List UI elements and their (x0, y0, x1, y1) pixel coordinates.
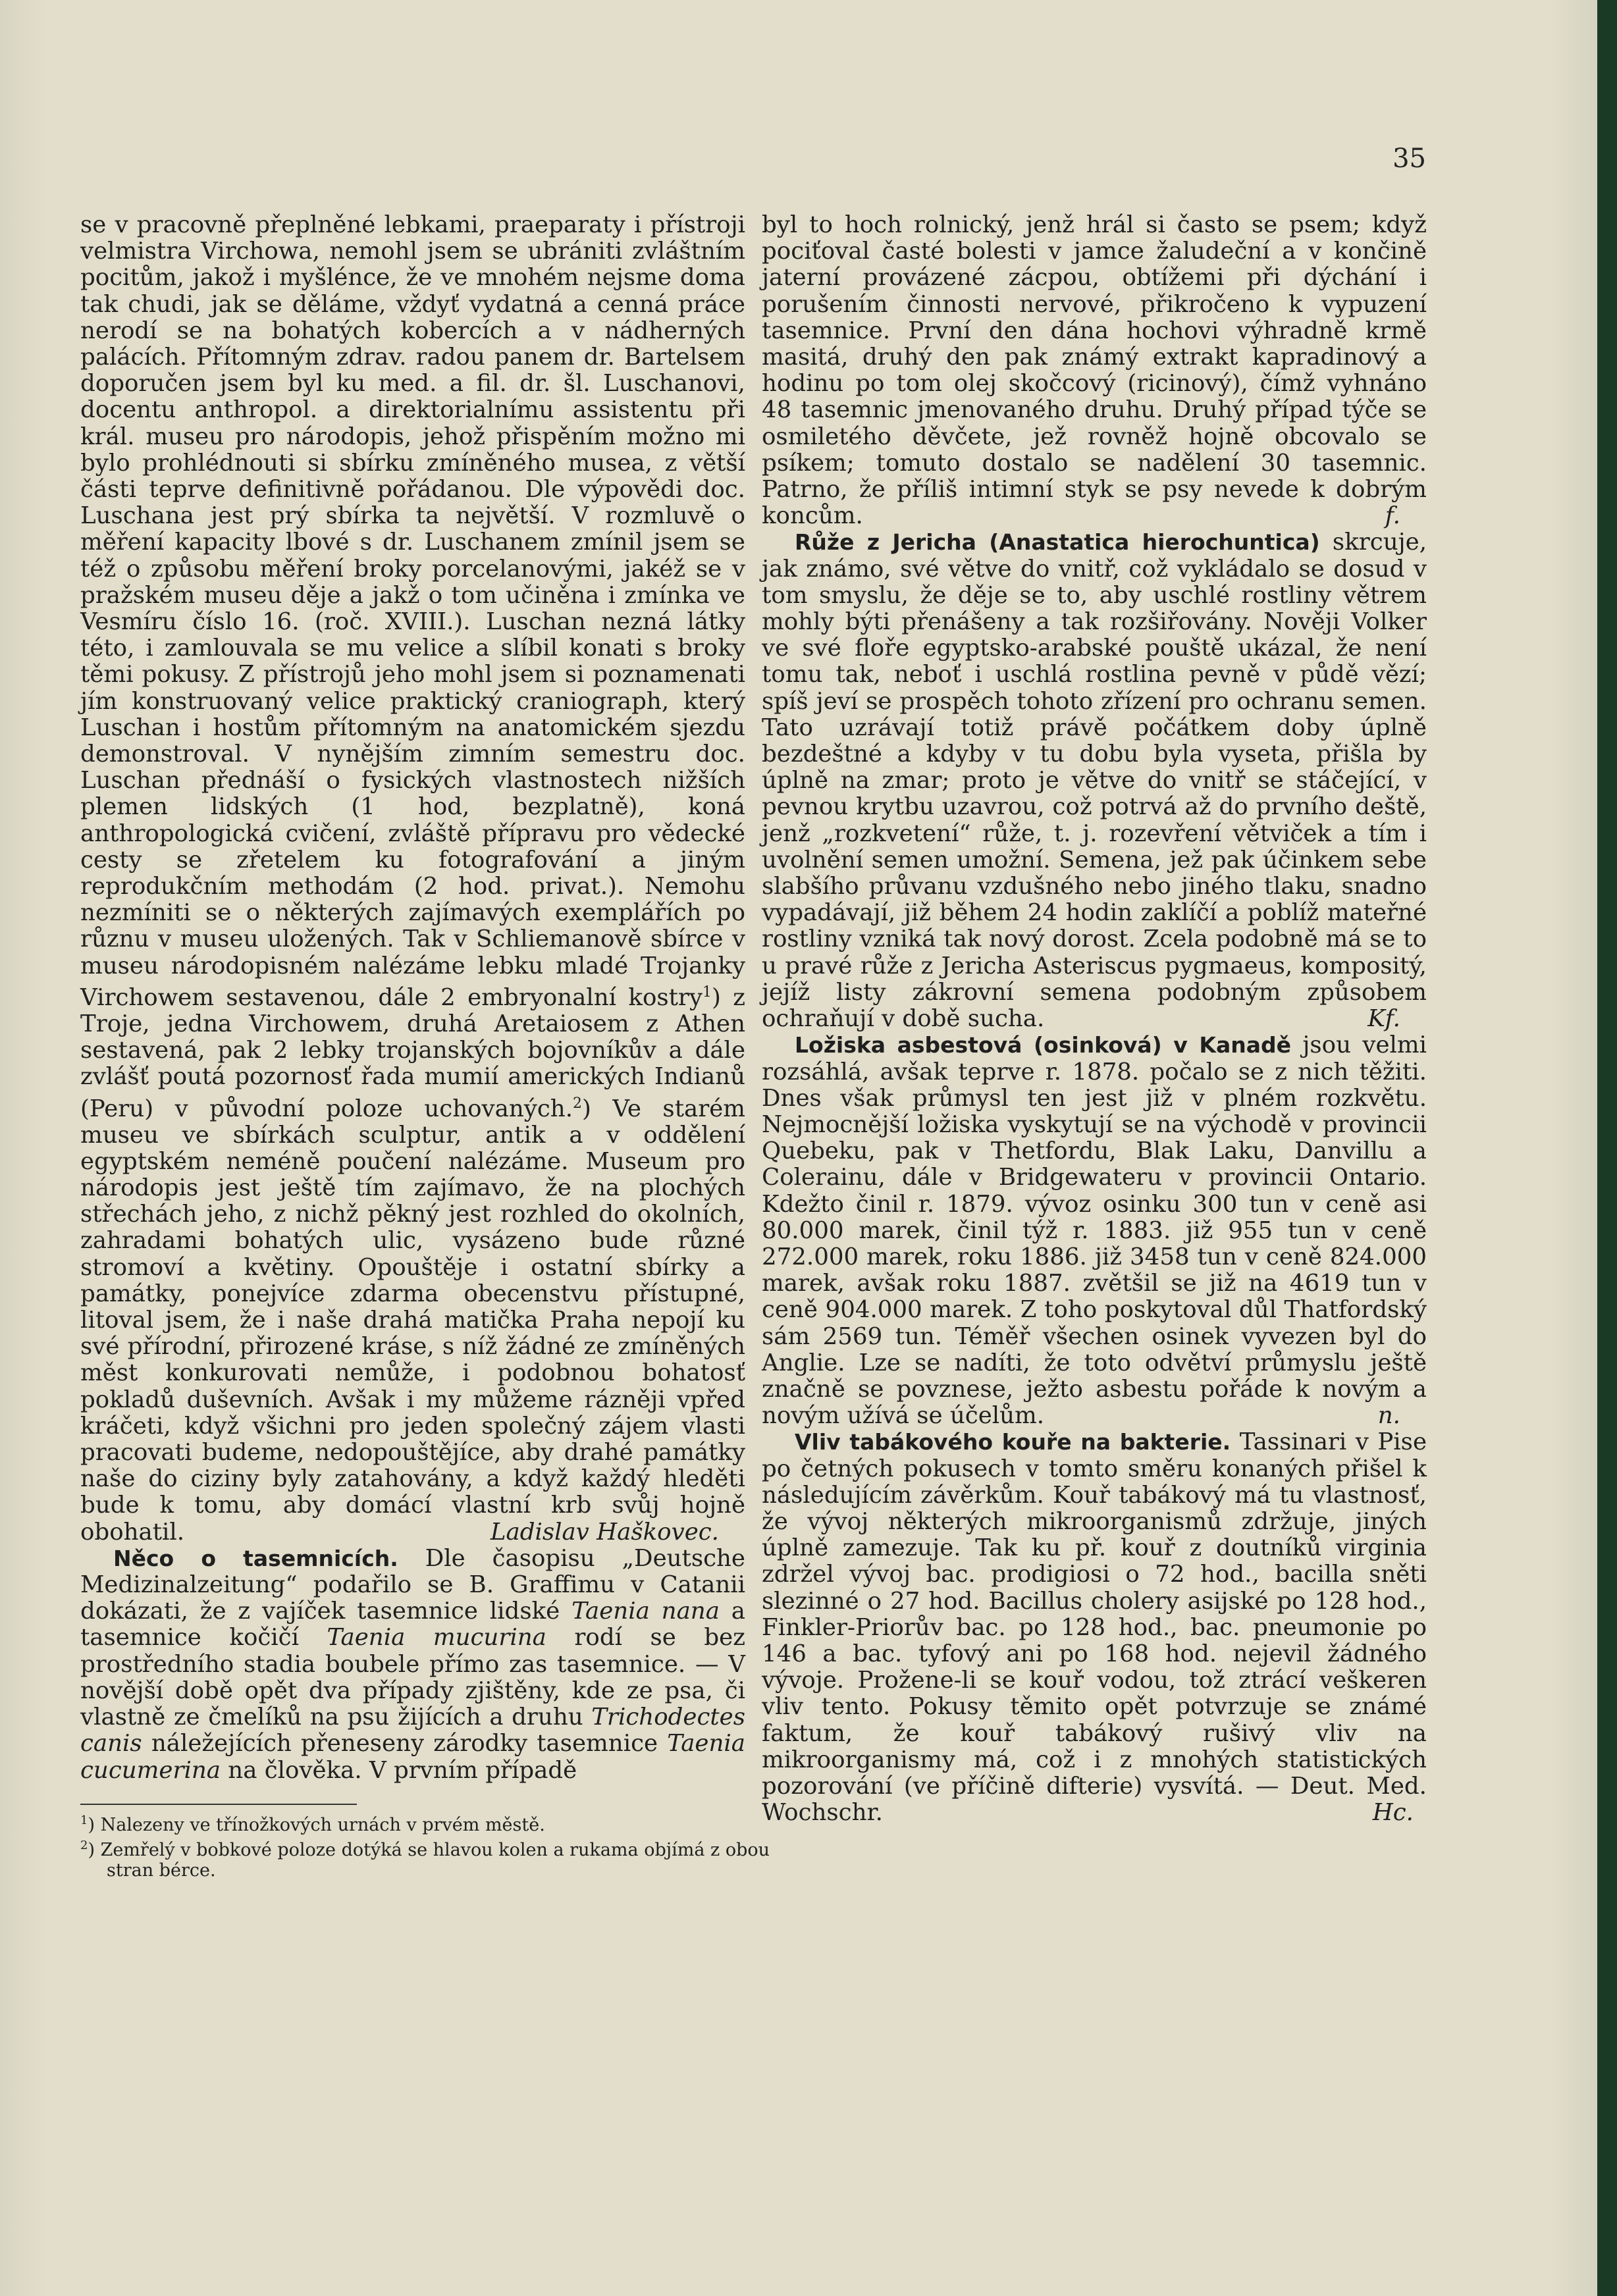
footnote-1: $^1$) Nalezeny ve třínožkových urnách v prvém městě. (80, 1813, 545, 1835)
article-body-continued: se v pracovně přeplněné lebkami, praeparaty i přístroji velmistra Virchowa, nemohl jsem se ubrániti zvláštním pocitům, jakož i myšlénce, že ve mnohém nejsme doma tak chudi, jak se děláme, vždyť vydatná a cenná práce nerodí se na bohatých kobercích a v nádherných palácích. Přítomným zdrav. radou panem dr. Bartelsem doporučen jsem byl ku med. a fil. dr. šl. Luschanovi, docentu anthropol. a direktorialnímu assistentu při král. museu pro národopis, jehož přispěním možno mi bylo prohlédnouti si sbírku zmíněného musea, z větší části teprve definitivně pořádanou. Dle výpovědi doc. Luschana jest prý sbírka ta největší. V rozmluvě o měření kapacity lbové s dr. Luschanem zmínil jsem se též o způsobu měření broky porcelanovými, jakéž se v pražském museu děje a jakž o tom učiněna i zmínka ve Vesmíru číslo 16. (roč. XVIII.). Luschan nezná látky této, i zamlouvala se mu velice a slíbil konati s broky těmi pokusy. Z přístrojů jeho mohl jsem si poznamenati jím konstruovaný velice praktický craniograph, který Luschan i hostům přítomným na anatomickém sjezdu demonstroval. V nynějším zimním semestru doc. Luschan přednáší o fysických vlastnostech nižších plemen lidských (1 hod, bezplatně), koná anthropologická cvičení, zvláště přípravu pro vědecké cesty se zřetelem ku fotografování a jiným reprodukčním methodám (2 hod. privat.). Nemohu nezmíniti se o některých zajímavých exemplářích po různu v museu uložených. Tak v Schliemanově sbírce v museu národopisném nalézáme lebku mladé Trojanky Virchowem sestavenou, dále 2 embryonalní kostry$^1$) z Troje, jedna Virchowem, druhá Aretaiosem z Athen sestavená, pak 2 lebky trojanských bojovníkův a dále zvlášť poutá pozornosť řada mumií amerických Indianů (Peru) v původní poloze uchovaných.$^2$) Ve starém museu ve sbírkách sculptur, antik a v oddělení egyptském neméně poučení nalézáme. Museum pro národopis jest ještě tím zajímavo, že na plochých střechách jeho, z nichž pěkný jest rozhled do okolních, zahradami bohatých ulic, vysázeno bude různé stromoví a květiny. Opouštěje i ostatní sbírky a památky, ponejvíce zdarma obecenstvu přístupné, litoval jsem, že i naše drahá matička Praha nepojí ku své přírodní, přirozené kráse, s níž žádné ze zmíněných měst konkurovati nemůže, i podobnou bohatosť pokladů duševních. Avšak i my můžeme rázněji vpřed kráčeti, když všichni pro jeden společný zájem vlasti pracovati budeme, nedopouštějíce, aby drahé památky naše do ciziny byly zatahovány, a když každý hleděti bude k tomu, aby domácí vlastní krb svůj hojně obohatil. Ladislav Haškovec. (80, 211, 745, 1546)
article-tobacco-smoke-bacteria: Vliv tabákového kouře na bakterie. Tassinari v Pise po četných pokusech v tomto směru konaných přišel k následujícím závěrkům. Kouř tabákový má tu vlastnosť, že vývoj některých mikroorganismů zdržuje, jiných úplně zamezuje. Tak ku př. kouř z doutníků virginia zdržel vývoj bac. prodigiosi o 72 hod., bacilla sněti slezinné o 27 hod. Bacillus cholery asijské po 128 hod., Finkler-Priorův bac. po 128 hod., bac. pneumonie po 146 a bac. tyfový ani po 168 hod. nejevil žádného vývoje. Prožene-li se kouř vodou, tož ztrácí veškeren vliv tento. Pokusy těmito opět potvrzuje se známé faktum, že kouř tabákový rušivý vliv na mikroorganismy má, což i z mnohých statistických pozorování (ve příčině difterie) vysvítá. — Deut. Med. Wochschr. Hc. (762, 1428, 1427, 1827)
author-signature: Hc. (1372, 1799, 1414, 1827)
footnotes (80, 1804, 770, 1881)
article-heading: Růže z Jericha (Anastatica hierochuntica) (795, 529, 1320, 556)
article-tapeworms-continued: byl to hoch rolnický, jenž hrál si často se psem; když pociťoval časté bolesti v jamce žaludeční a v končině jaterní provázené zácpou, obtížemi při dýchání i porušením činnosti nervové, přikročeno k vypuzení tasemnice. První den dána hochovi výhradně krmě masitá, druhý den pak známý extrakt kapradinový a hodinu po tom olej skočcový (ricinový), čímž vyhnáno 48 tasemnic jmenovaného druhu. Druhý případ týče se osmiletého děvčete, jež rovněž hojně obcovalo se psíkem; tomuto dostalo se nadělení 30 tasemnic. Patrno, že příliš intimní styk se psy nevede k dobrým koncům. f. (762, 211, 1427, 530)
right-column (762, 212, 1427, 1826)
article-heading: Vliv tabákového kouře na bakterie. (795, 1429, 1231, 1455)
footnote-2: $^2$) Zemřelý v bobkové poloze dotýká se hlavou kolen a rukama objímá z obou stran bérce. (80, 1838, 770, 1881)
page-number: 35 (1392, 144, 1426, 174)
author-signature: n. (1377, 1402, 1400, 1430)
article-rose-of-jericho: Růže z Jericha (Anastatica hierochuntica) skrcuje, jak známo, své větve do vnitř, což vykládalo se dosud v tom smyslu, že děje se to, aby uschlé rostliny větrem mohly býti přenášeny a tak rozšiřovány. Nověji Volker ve své floře egyptsko-arabské pouště ukázal, že není tomu tak, neboť i uschlá rostlina pevně v půdě vězí; spíš jeví se prospěch tohoto zřízení pro ochranu semen. Tato uzrávají totiž právě počátkem doby úplně bezdeštné a kdyby v tu dobu byla vyseta, přišla by úplně na zmar; proto je větve do vnitř se stáčející, v pevnou krytbu uzavrou, což potrvá až do prvního deště, jenž „rozkvetení“ růže, t. j. rozevření větviček a tím i uvolnění semen umožní. Semena, jež pak účinkem sebe slabšího průvanu vzdušného nebo jiného tlaku, snadno vypadávají, již během 24 hodin zaklíčí a poblíž mateřné rostliny vzniká tak nový dorost. Zcela podobně má se to u pravé růže z Jericha Asteriscus pygmaeus, kompositý, jejíž listy zákrovní semena podobným způsobem ochraňují v době sucha. Kf. (762, 529, 1427, 1033)
article-asbestos-canada: Ložiska asbestová (osinková) v Kanadě jsou velmi rozsáhlá, avšak teprve r. 1878. počalo se z nich těžiti. Dnes však průmysl ten jest již v plném rozkvětu. Nejmocnější ložiska vyskytují se na východě v provincii Quebeku, pak v Thetfordu, Blak Laku, Danvillu a Colerainu, dále v Bridgewateru v provincii Ontario. Kdežto činil r. 1879. vývoz osinku 300 tun v ceně asi 80.000 marek, činil týž r. 1883. již 955 tun v ceně 272.000 marek, roku 1886. již 3458 tun v ceně 824.000 marek, avšak roku 1887. zvětšil se již na 4619 tun v ceně 904.000 marek. Z toho poskytoval důl Thatfordský sám 2569 tun. Téměř všechen osinek vyvezen byl do Anglie. Lze se nadíti, že toto odvětví průmyslu ještě značně se povznese, ježto asbestu pořáde k novým a novým užívá se účelům. n. (762, 1031, 1427, 1430)
article-heading: Něco o tasemnicích. (113, 1545, 398, 1571)
left-column (80, 211, 770, 1881)
author-signature: f. (1385, 502, 1400, 530)
article-heading: Ložiska asbestová (osinková) v Kanadě (795, 1032, 1291, 1058)
footnote-ref-1[interactable]: 1 (702, 983, 712, 1001)
footnote-ref-2[interactable]: 2 (573, 1095, 583, 1112)
author-signature: Ladislav Haškovec. (490, 1518, 719, 1546)
article-tapeworms: Něco o tasemnicích. Dle časopisu „Deutsche Medizinalzeitung“ podařilo se B. Graffimu v Catanii dokázati, že z vajíček tasemnice lidské Taenia nana a tasemnice kočičí Taenia mucurina rodí se bez prostředního stadia boubele přímo zas tasemnice. — V novější době opět dva případy zjištěny, kde ze psa, či vlastně ze čmelíků na psu žijících a druhu Trichodectes canis náležejících přeneseny zárodky tasemnice Taenia cucumerina na člověka. V prvním případě (80, 1544, 745, 1784)
author-signature: Kf. (1367, 1005, 1400, 1033)
